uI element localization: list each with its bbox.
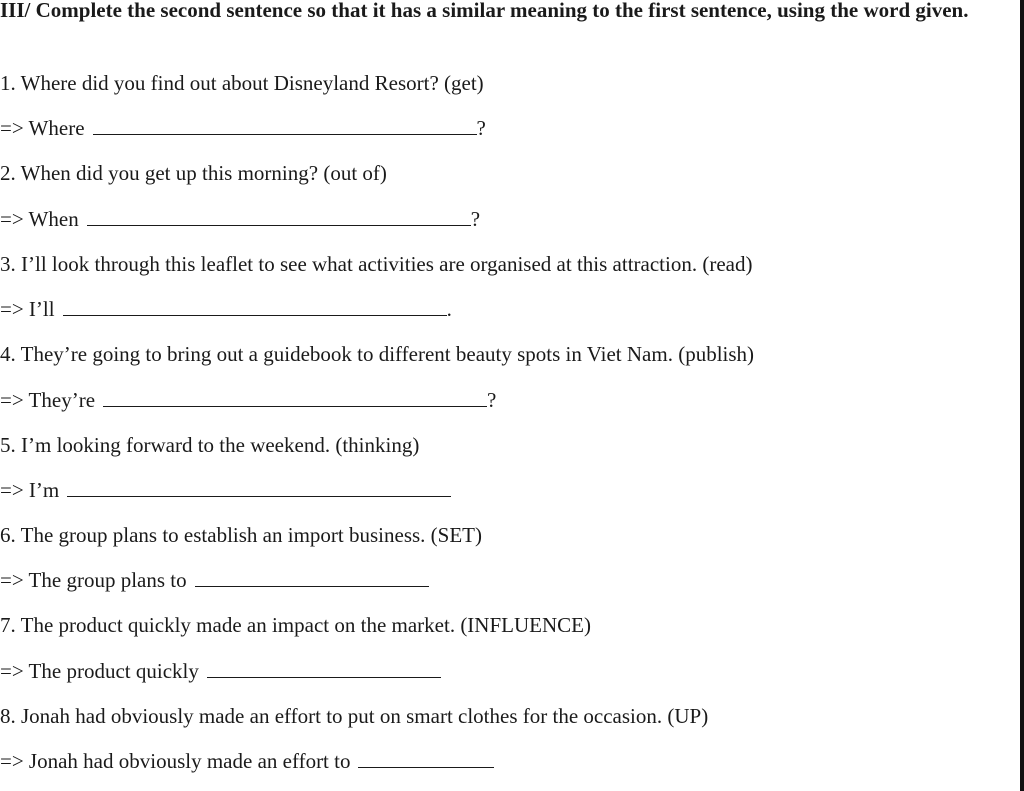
question-7 [0, 612, 591, 638]
question-number: 3. [0, 252, 16, 276]
page-border [1020, 0, 1024, 791]
exercise-heading: III/ Complete the second sentence so that it has a similar meaning to the first sentence, using the word given. [0, 0, 969, 22]
answer-suffix: ? [487, 388, 497, 412]
question-8 [0, 703, 708, 729]
answer-prefix: => I’ll [0, 297, 55, 321]
question-sentence: They’re going to bring out a guidebook to different beauty spots in Viet Nam. (publish) [20, 342, 755, 366]
question-number: 1. [0, 71, 16, 95]
answer-prefix: => Jonah had obviously made an effort to [0, 749, 351, 773]
answer-blank[interactable] [63, 297, 447, 316]
question-5 [0, 432, 419, 458]
answer-6 [0, 567, 429, 593]
answer-blank[interactable] [87, 207, 471, 226]
answer-prefix: => The group plans to [0, 568, 187, 592]
answer-7 [0, 658, 441, 684]
answer-5 [0, 477, 451, 503]
question-3 [0, 251, 752, 277]
question-1 [0, 70, 484, 96]
question-number: 5. [0, 433, 16, 457]
answer-8 [0, 748, 494, 774]
question-number: 2. [0, 161, 16, 185]
question-sentence: Where did you find out about Disneyland Resort? (get) [20, 71, 484, 95]
answer-blank[interactable] [93, 116, 477, 135]
answer-blank[interactable] [195, 568, 429, 587]
answer-blank[interactable] [103, 388, 487, 407]
question-sentence: Jonah had obviously made an effort to put on smart clothes for the occasion. (UP) [21, 704, 709, 728]
question-2 [0, 160, 387, 186]
answer-blank[interactable] [207, 659, 441, 678]
question-sentence: I’ll look through this leaflet to see what activities are organised at this attraction. (read) [21, 252, 753, 276]
answer-prefix: => They’re [0, 388, 96, 412]
question-sentence: The product quickly made an impact on the market. (INFLUENCE) [20, 613, 591, 637]
answer-2 [0, 206, 480, 232]
question-number: 7. [0, 613, 16, 637]
answer-blank[interactable] [67, 478, 451, 497]
answer-prefix: => The product quickly [0, 659, 199, 683]
answer-prefix: => I’m [0, 478, 60, 502]
question-number: 8. [0, 704, 16, 728]
question-sentence: The group plans to establish an import business. (SET) [20, 523, 482, 547]
question-sentence: When did you get up this morning? (out of) [20, 161, 387, 185]
answer-suffix: ? [476, 116, 486, 140]
answer-blank[interactable] [358, 749, 494, 768]
question-number: 6. [0, 523, 16, 547]
answer-1 [0, 115, 486, 141]
answer-prefix: => Where [0, 116, 85, 140]
answer-3 [0, 296, 452, 322]
question-4 [0, 341, 754, 367]
question-sentence: I’m looking forward to the weekend. (thinking) [21, 433, 420, 457]
question-6 [0, 522, 482, 548]
question-number: 4. [0, 342, 16, 366]
answer-suffix: ? [470, 207, 481, 231]
answer-prefix: => When [0, 207, 79, 231]
answer-suffix: . [446, 297, 452, 321]
answer-4 [0, 387, 496, 413]
